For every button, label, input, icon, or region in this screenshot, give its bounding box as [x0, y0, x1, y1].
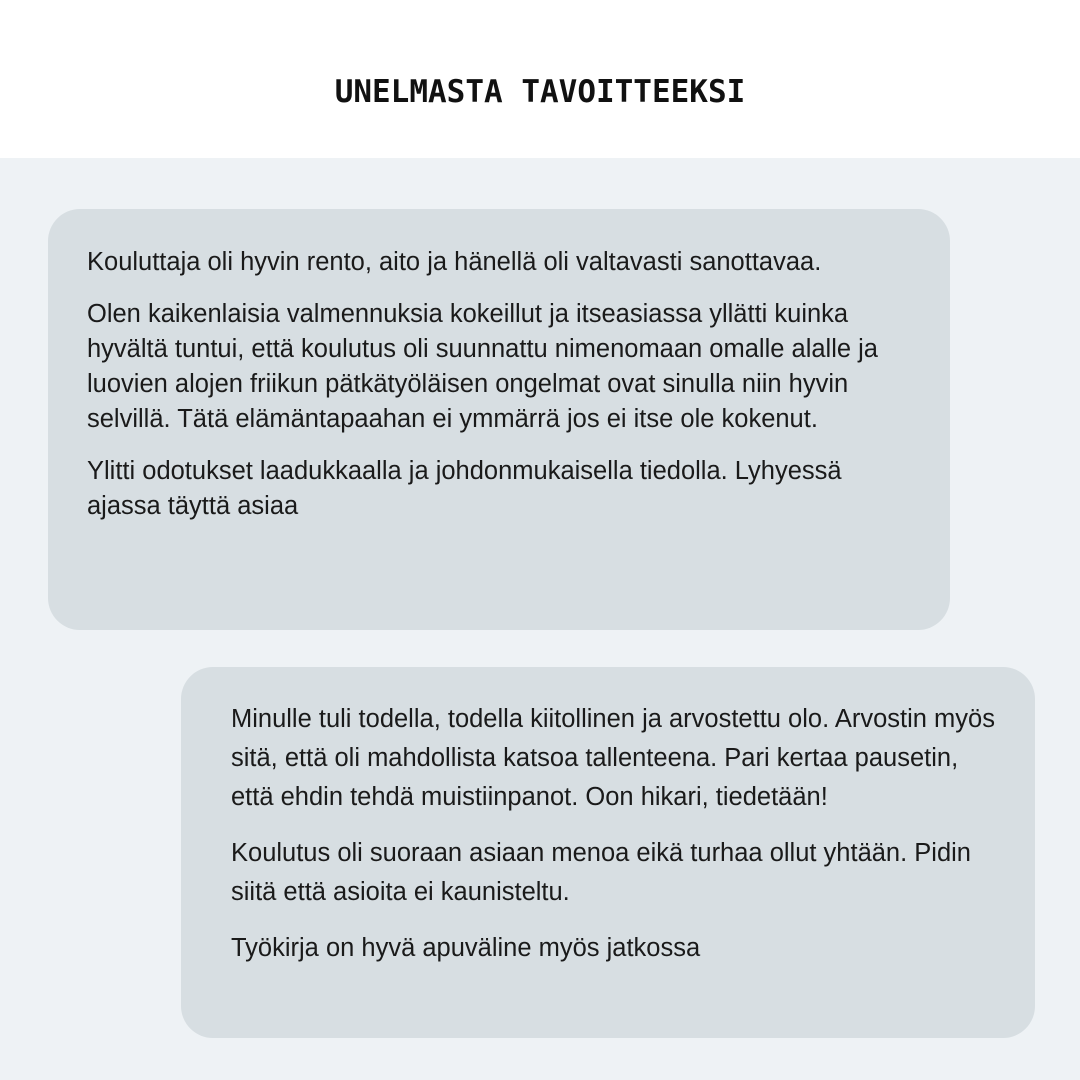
testimonial-bubble-2	[181, 667, 1035, 1038]
testimonial-2-paragraph-3: Työkirja on hyvä apuväline myös jatkossa	[231, 934, 701, 962]
testimonial-bubble-1	[48, 209, 950, 630]
testimonial-1-paragraph-3: Ylitti odotukset laadukkaalla ja johdonmukaisella tiedolla. Lyhyessä ajassa täyttä asiaa	[87, 457, 842, 520]
page-title: UNELMASTA TAVOITTEEKSI	[334, 74, 746, 110]
header	[0, 0, 1080, 158]
testimonial-1-paragraph-2: Olen kaikenlaisia valmennuksia kokeillut ja itseasiassa yllätti kuinka hyvältä tuntui, että koulutus oli suunnattu nimenomaan omalle alalle ja luovien alojen friikun pätkätyöläisen ongelmat ovat sinulla niin hyvin selvillä. Tätä elämäntapaahan ei ymmärrä jos ei itse ole kokenut.	[87, 300, 878, 433]
testimonial-2-paragraph-2: Koulutus oli suoraan asiaan menoa eikä turhaa ollut yhtään. Pidin siitä että asioita ei kaunisteltu.	[231, 839, 971, 906]
testimonial-1-paragraph-1: Kouluttaja oli hyvin rento, aito ja hänellä oli valtavasti sanottavaa.	[87, 248, 822, 276]
testimonials-area	[0, 158, 1080, 1080]
testimonial-2-paragraph-1: Minulle tuli todella, todella kiitollinen ja arvostettu olo. Arvostin myös sitä, että oli mahdollista katsoa tallenteena. Pari kertaa pausetin, että ehdin tehdä muistiinpanot. Oon hikari, tiedetään!	[231, 705, 995, 811]
